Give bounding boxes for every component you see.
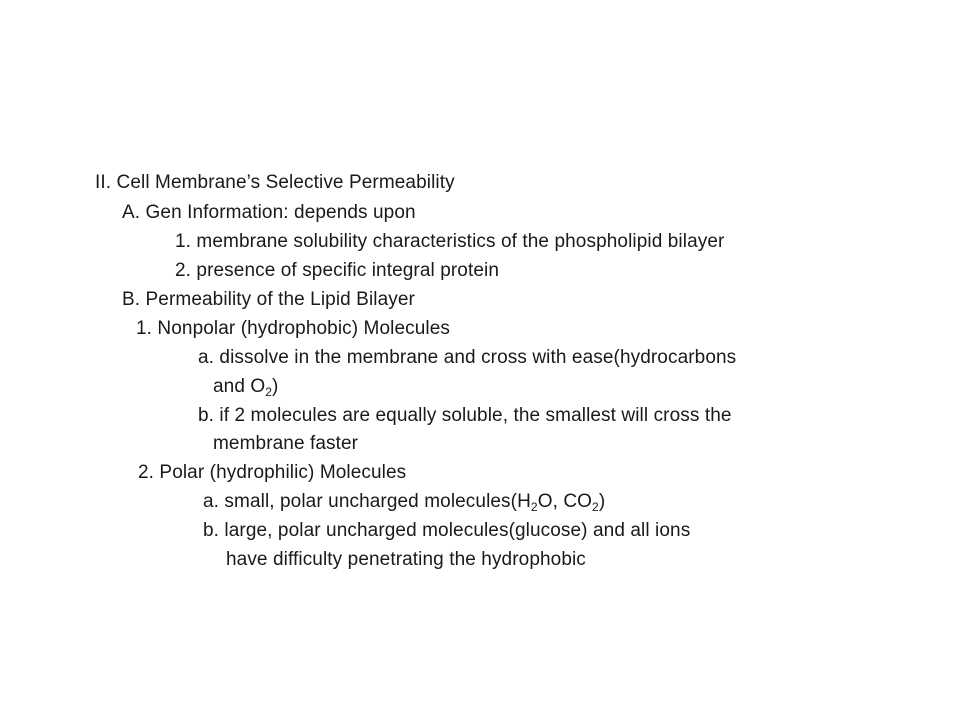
section-a-item-2: 2. presence of specific integral protein	[175, 260, 500, 281]
polar-item-a-text-2: O, CO	[537, 491, 593, 512]
polar-item-b-line-2: have difficulty penetrating the hydrophobic	[226, 549, 586, 570]
co2-subscript: 2	[592, 500, 599, 514]
nonpolar-item-a-close: )	[272, 376, 279, 397]
section-a-item-1: 1. membrane solubility characteristics of the phospholipid bilayer	[175, 231, 725, 252]
nonpolar-item-b-line-1: b. if 2 molecules are equally soluble, the smallest will cross the	[198, 405, 732, 426]
polar-item-a-text-1: a. small, polar uncharged molecules(H	[203, 491, 531, 512]
water-subscript: 2	[530, 500, 538, 514]
outline-heading: II. Cell Membrane’s Selective Permeability	[95, 172, 455, 193]
polar-item-a	[203, 491, 605, 513]
section-a-title: A. Gen Information: depends upon	[122, 202, 416, 223]
polar-item-a-text-3: )	[598, 491, 606, 512]
nonpolar-item-b-line-2: membrane faster	[213, 433, 359, 454]
nonpolar-item-a-line-1: a. dissolve in the membrane and cross with ease(hydrocarbons	[198, 347, 737, 368]
polar-title: 2. Polar (hydrophilic) Molecules	[138, 462, 407, 483]
section-b-title: B. Permeability of the Lipid Bilayer	[122, 289, 415, 310]
polar-item-b-line-1: b. large, polar uncharged molecules(glucose) and all ions	[203, 520, 691, 541]
oxygen-subscript: 2	[265, 385, 273, 399]
nonpolar-title: 1. Nonpolar (hydrophobic) Molecules	[136, 318, 450, 339]
nonpolar-item-a-text: and O	[213, 376, 266, 397]
nonpolar-item-a-line-2	[213, 376, 278, 398]
